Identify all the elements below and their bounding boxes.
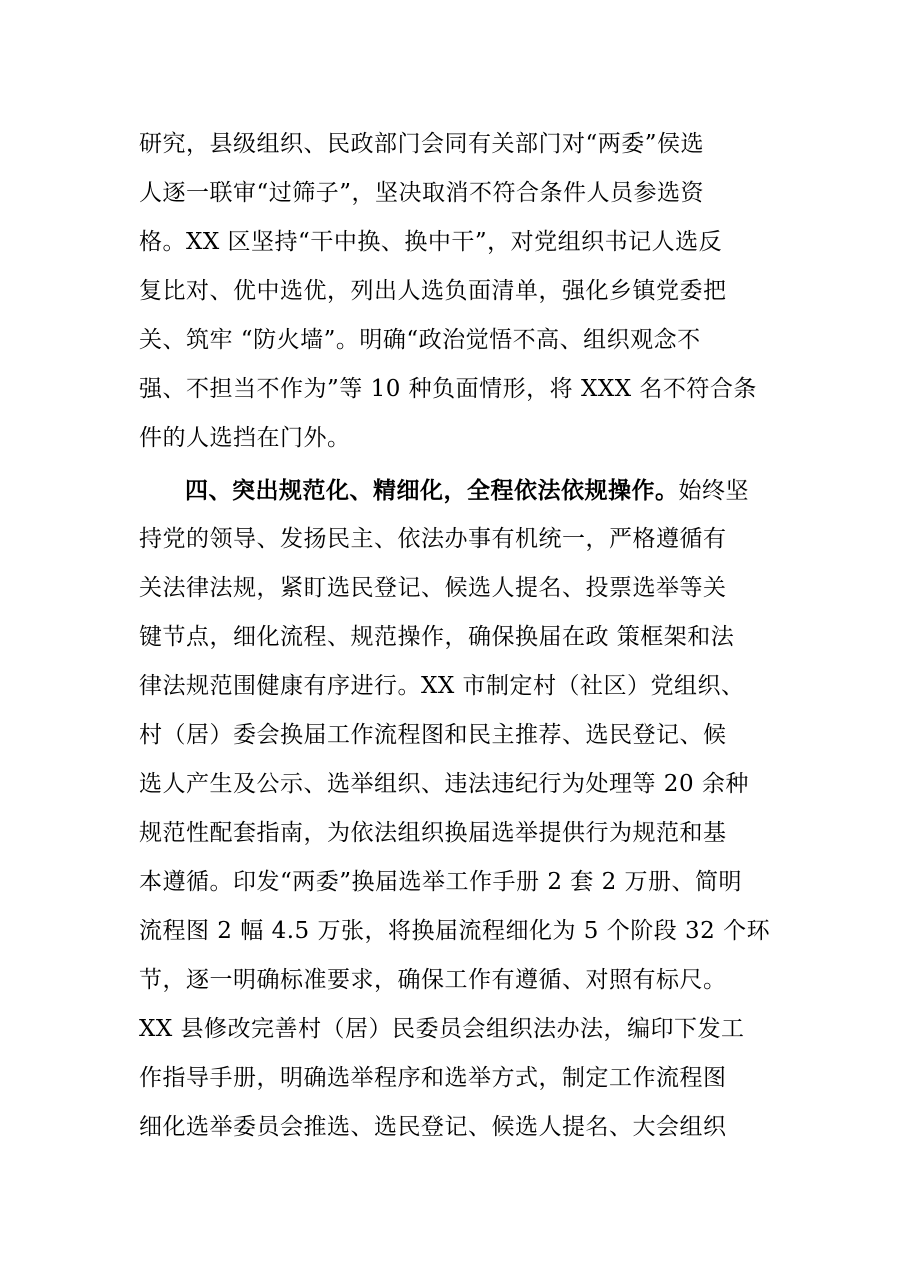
text-line: 作指导手册，明确选举程序和选举方式，制定工作流程图 (139, 1065, 727, 1091)
text-line: 关法律法规，紧盯选民登记、候选人提名、投票选举等关 (139, 575, 727, 601)
text-line: 持党的领导、发扬民主、依法办事有机统一，严格遵循有 (139, 526, 727, 552)
text-line: 件的人选挡在门外。 (139, 425, 351, 451)
text-line: 复比对、优中选优，列出人选负面清单，强化乡镇党委把 (139, 278, 727, 304)
text-line: 细化选举委员会推选、选民登记、候选人提名、大会组织 (139, 1114, 727, 1140)
text-line: 流程图 2 幅 4.5 万张，将换届流程细化为 5 个阶段 32 个环 (139, 918, 771, 944)
text-line: 村（居）委会换届工作流程图和民主推荐、选民登记、候 (139, 722, 727, 748)
heading-trailing-text: 始终坚 (678, 478, 749, 504)
text-line: 律法规范围健康有序进行。XX 市制定村（社区）党组织、 (139, 673, 745, 699)
text-line-first (139, 466, 779, 515)
paragraph-section-four (139, 466, 779, 1152)
text-line: 研究，县级组织、民政部门会同有关部门对“两委”侯选 (139, 131, 705, 157)
text-line: 选人产生及公示、选举组织、违法违纪行为处理等 20 余种 (139, 771, 749, 797)
text-line: 强、不担当不作为”等 10 种负面情形，将 XXX 名不符合条 (139, 376, 757, 402)
text-line: 关、筑牢 “防火墙”。明确“政治觉悟不高、组织观念不 (139, 327, 701, 353)
text-line: 键节点，细化流程、规范操作，确保换届在政 策框架和法 (139, 624, 735, 650)
text-line: 规范性配套指南，为依法组织换届选举提供行为规范和基 (139, 820, 727, 846)
text-line: 本遵循。印发“两委”换届选举工作手册 2 套 2 万册、简明 (139, 869, 743, 895)
paragraph-candidate-review (139, 120, 779, 463)
text-line: 节，逐一明确标准要求，确保工作有遵循、对照有标尺。 (139, 967, 727, 993)
text-line: 格。XX 区坚持“干中换、换中干”，对党组织书记人选反 (139, 229, 723, 255)
text-line: XX 县修改完善村（居）民委员会组织法办法，编印下发工 (139, 1016, 745, 1042)
section-heading: 四、突出规范化、精细化，全程依法依规操作。 (185, 477, 679, 504)
text-line: 人逐一联审“过筛子”，坚决取消不符合条件人员参选资 (139, 180, 705, 206)
